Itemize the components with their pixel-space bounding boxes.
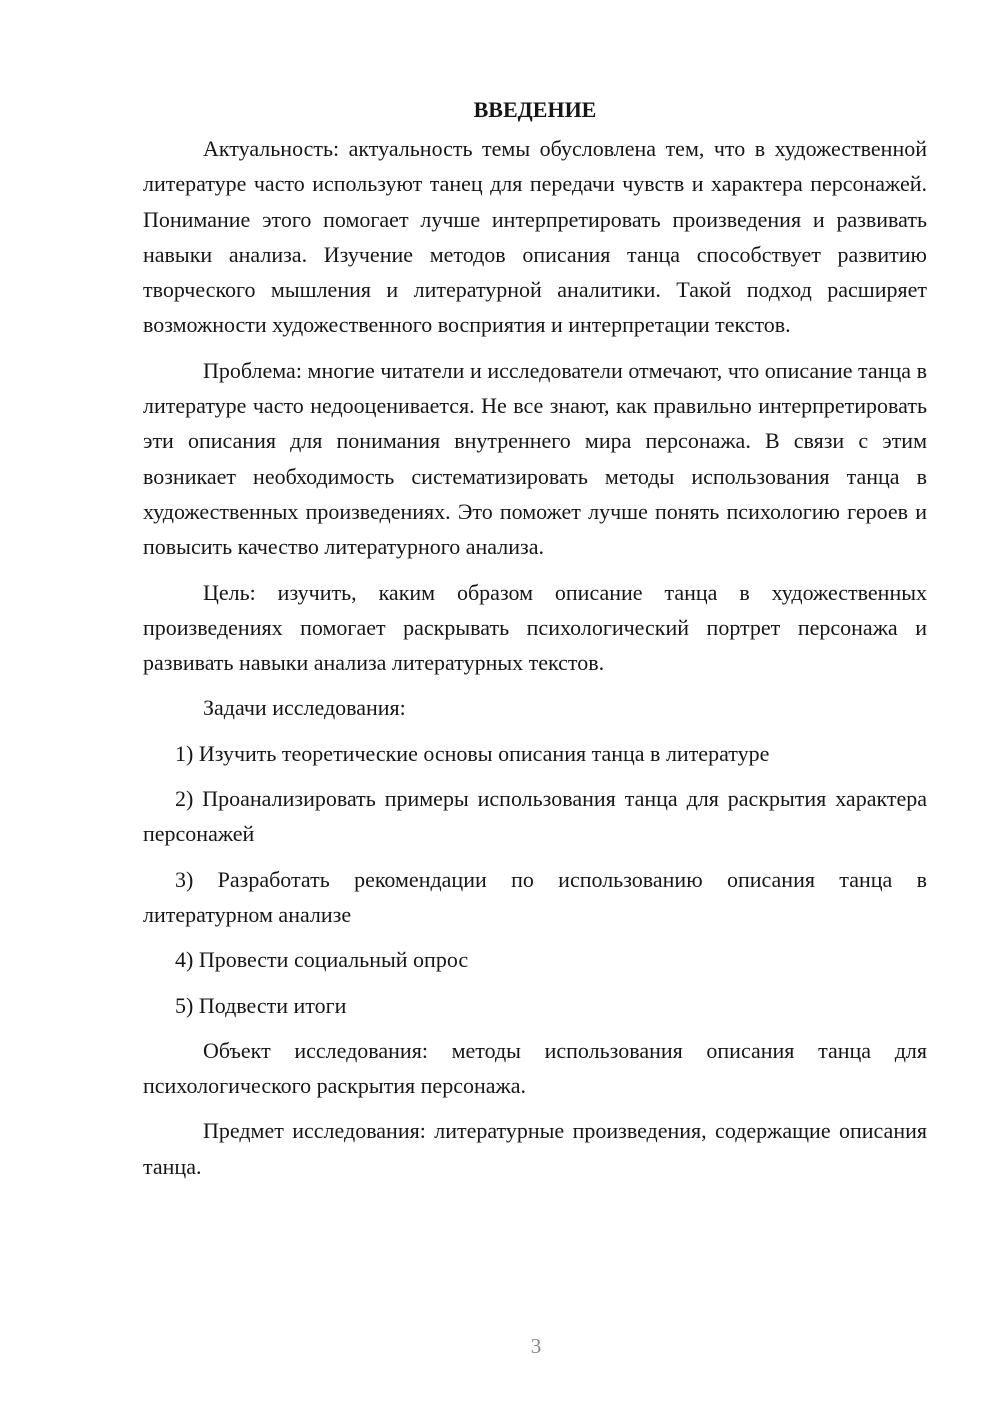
tasks-list — [143, 736, 927, 1023]
task-item: 4) Провести социальный опрос — [175, 947, 469, 973]
paragraph-relevance: Актуальность: актуальность темы обусловлена тем, что в художественной литературе часто используют танец для передачи чувств и характера персонажей. Понимание этого помогает лучше интерпретировать произведения и развивать навыки анализа. Изучение методов описания танца способствует развитию творческого мышления и литературной аналитики. Такой подход расширяет возможности художественного восприятия и интерпретации текстов. — [143, 136, 927, 338]
paragraph-object: Объект исследования: методы использования описания танца для психологического раскрытия персонажа. — [143, 1037, 927, 1099]
task-item: 2) Проанализировать примеры использования танца для раскрытия характера персонажей — [143, 786, 927, 847]
paragraph-problem: Проблема: многие читатели и исследователи отмечают, что описание танца в литературе часто недооценивается. Не все знают, как правильно интерпретировать эти описания для понимания внутреннего мира персонажа. В связи с этим возникает необходимость систематизировать методы использования танца в художественных произведениях. Это поможет лучше понять психологию героев и повысить качество литературного анализа. — [143, 357, 927, 560]
task-item: 3) Разработать рекомендации по использованию описания танца в литературном анализе — [143, 866, 927, 927]
page-number: 3 — [530, 1334, 542, 1358]
paragraph-tasks-heading: Задачи исследования: — [203, 695, 406, 721]
page-content — [143, 92, 927, 1194]
section-title: ВВЕДЕНИЕ — [473, 97, 597, 122]
paragraph-goal: Цель: изучить, каким образом описание танца в художественных произведениях помогает раскрывать психологический портрет персонажа и развивать навыки анализа литературных текстов. — [143, 579, 927, 676]
paragraph-subject: Предмет исследования: литературные произведения, содержащие описания танца. — [143, 1118, 927, 1179]
task-item: 1) Изучить теоретические основы описания танца в литературе — [175, 740, 770, 766]
task-item: 5) Подвести итоги — [175, 992, 347, 1018]
